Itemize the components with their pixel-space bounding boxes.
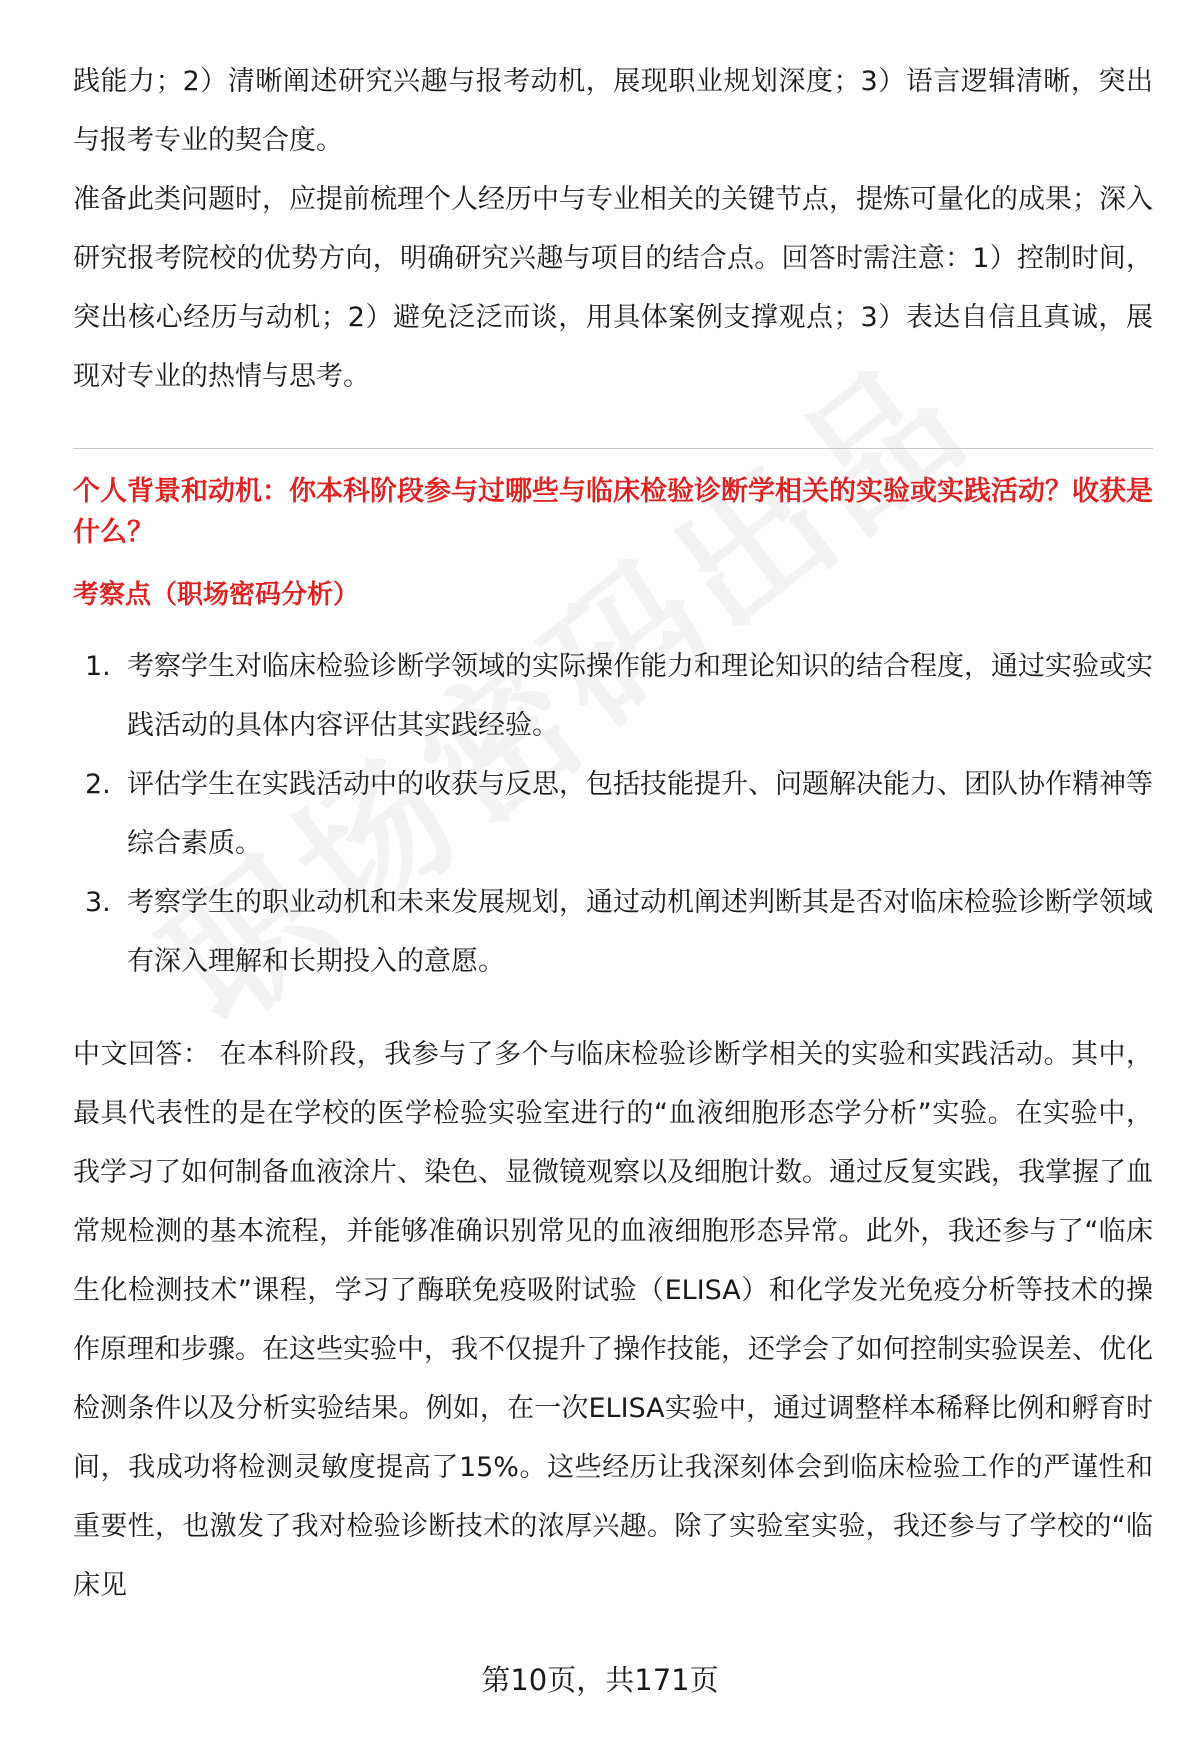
list-item — [73, 873, 1153, 991]
intro-paragraph-1: 践能力；2）清晰阐述研究兴趣与报考动机，展现职业规划深度；3）语言逻辑清晰，突出与报考专业的契合度。 — [73, 66, 1153, 156]
list-item-text: 考察学生的职业动机和未来发展规划，通过动机阐述判断其是否对临床检验诊断学领域有深入理解和长期投入的意愿。 — [127, 887, 1153, 977]
list-item-number: 3. — [85, 887, 111, 918]
document-body — [73, 52, 1153, 1615]
answer-paragraph: 中文回答： 在本科阶段，我参与了多个与临床检验诊断学相关的实验和实践活动。其中，最具代表性的是在学校的医学检验实验室进行的“血液细胞形态学分析”实验。在实验中，我学习了如何制备血液涂片、染色、显微镜观察以及细胞计数。通过反复实践，我掌握了血常规检测的基本流程，并能够准确识别常见的血液细胞形态异常。此外，我还参与了“临床生化检测技术”课程，学习了酶联免疫吸附试验（ELISA）和化学发光免疫分析等技术的操作原理和步骤。在这些实验中，我不仅提升了操作技能，还学会了如何控制实验误差、优化检测条件以及分析实验结果。例如，在一次ELISA实验中，通过调整样本稀释比例和孵育时间，我成功将检测灵敏度提高了15%。这些经历让我深刻体会到临床检验工作的严谨性和重要性，也激发了我对检验诊断技术的浓厚兴趣。除了实验室实验，我还参与了学校的“临床见 — [73, 1039, 1153, 1601]
assessment-points-list — [73, 637, 1153, 991]
assessment-points-heading: 考察点（职场密码分析） — [73, 580, 360, 610]
section-divider — [73, 448, 1153, 449]
list-item — [73, 637, 1153, 755]
page-indicator: 第10页，共171页 — [481, 1663, 719, 1697]
list-item-number: 2. — [85, 769, 111, 800]
list-item-number: 1. — [85, 651, 111, 682]
list-item-text: 评估学生在实践活动中的收获与反思，包括技能提升、问题解决能力、团队协作精神等综合素质。 — [127, 769, 1153, 859]
list-item — [73, 755, 1153, 873]
question-title: 个人背景和动机：你本科阶段参与过哪些与临床检验诊断学相关的实验或实践活动？收获是什么？ — [73, 476, 1153, 548]
intro-paragraph-2: 准备此类问题时，应提前梳理个人经历中与专业相关的关键节点，提炼可量化的成果；深入研究报考院校的优势方向，明确研究兴趣与项目的结合点。回答时需注意：1）控制时间，突出核心经历与动机；2）避免泛泛而谈，用具体案例支撑观点；3）表达自信且真诚，展现对专业的热情与思考。 — [73, 184, 1153, 392]
list-item-text: 考察学生对临床检验诊断学领域的实际操作能力和理论知识的结合程度，通过实验或实践活动的具体内容评估其实践经验。 — [127, 651, 1153, 741]
